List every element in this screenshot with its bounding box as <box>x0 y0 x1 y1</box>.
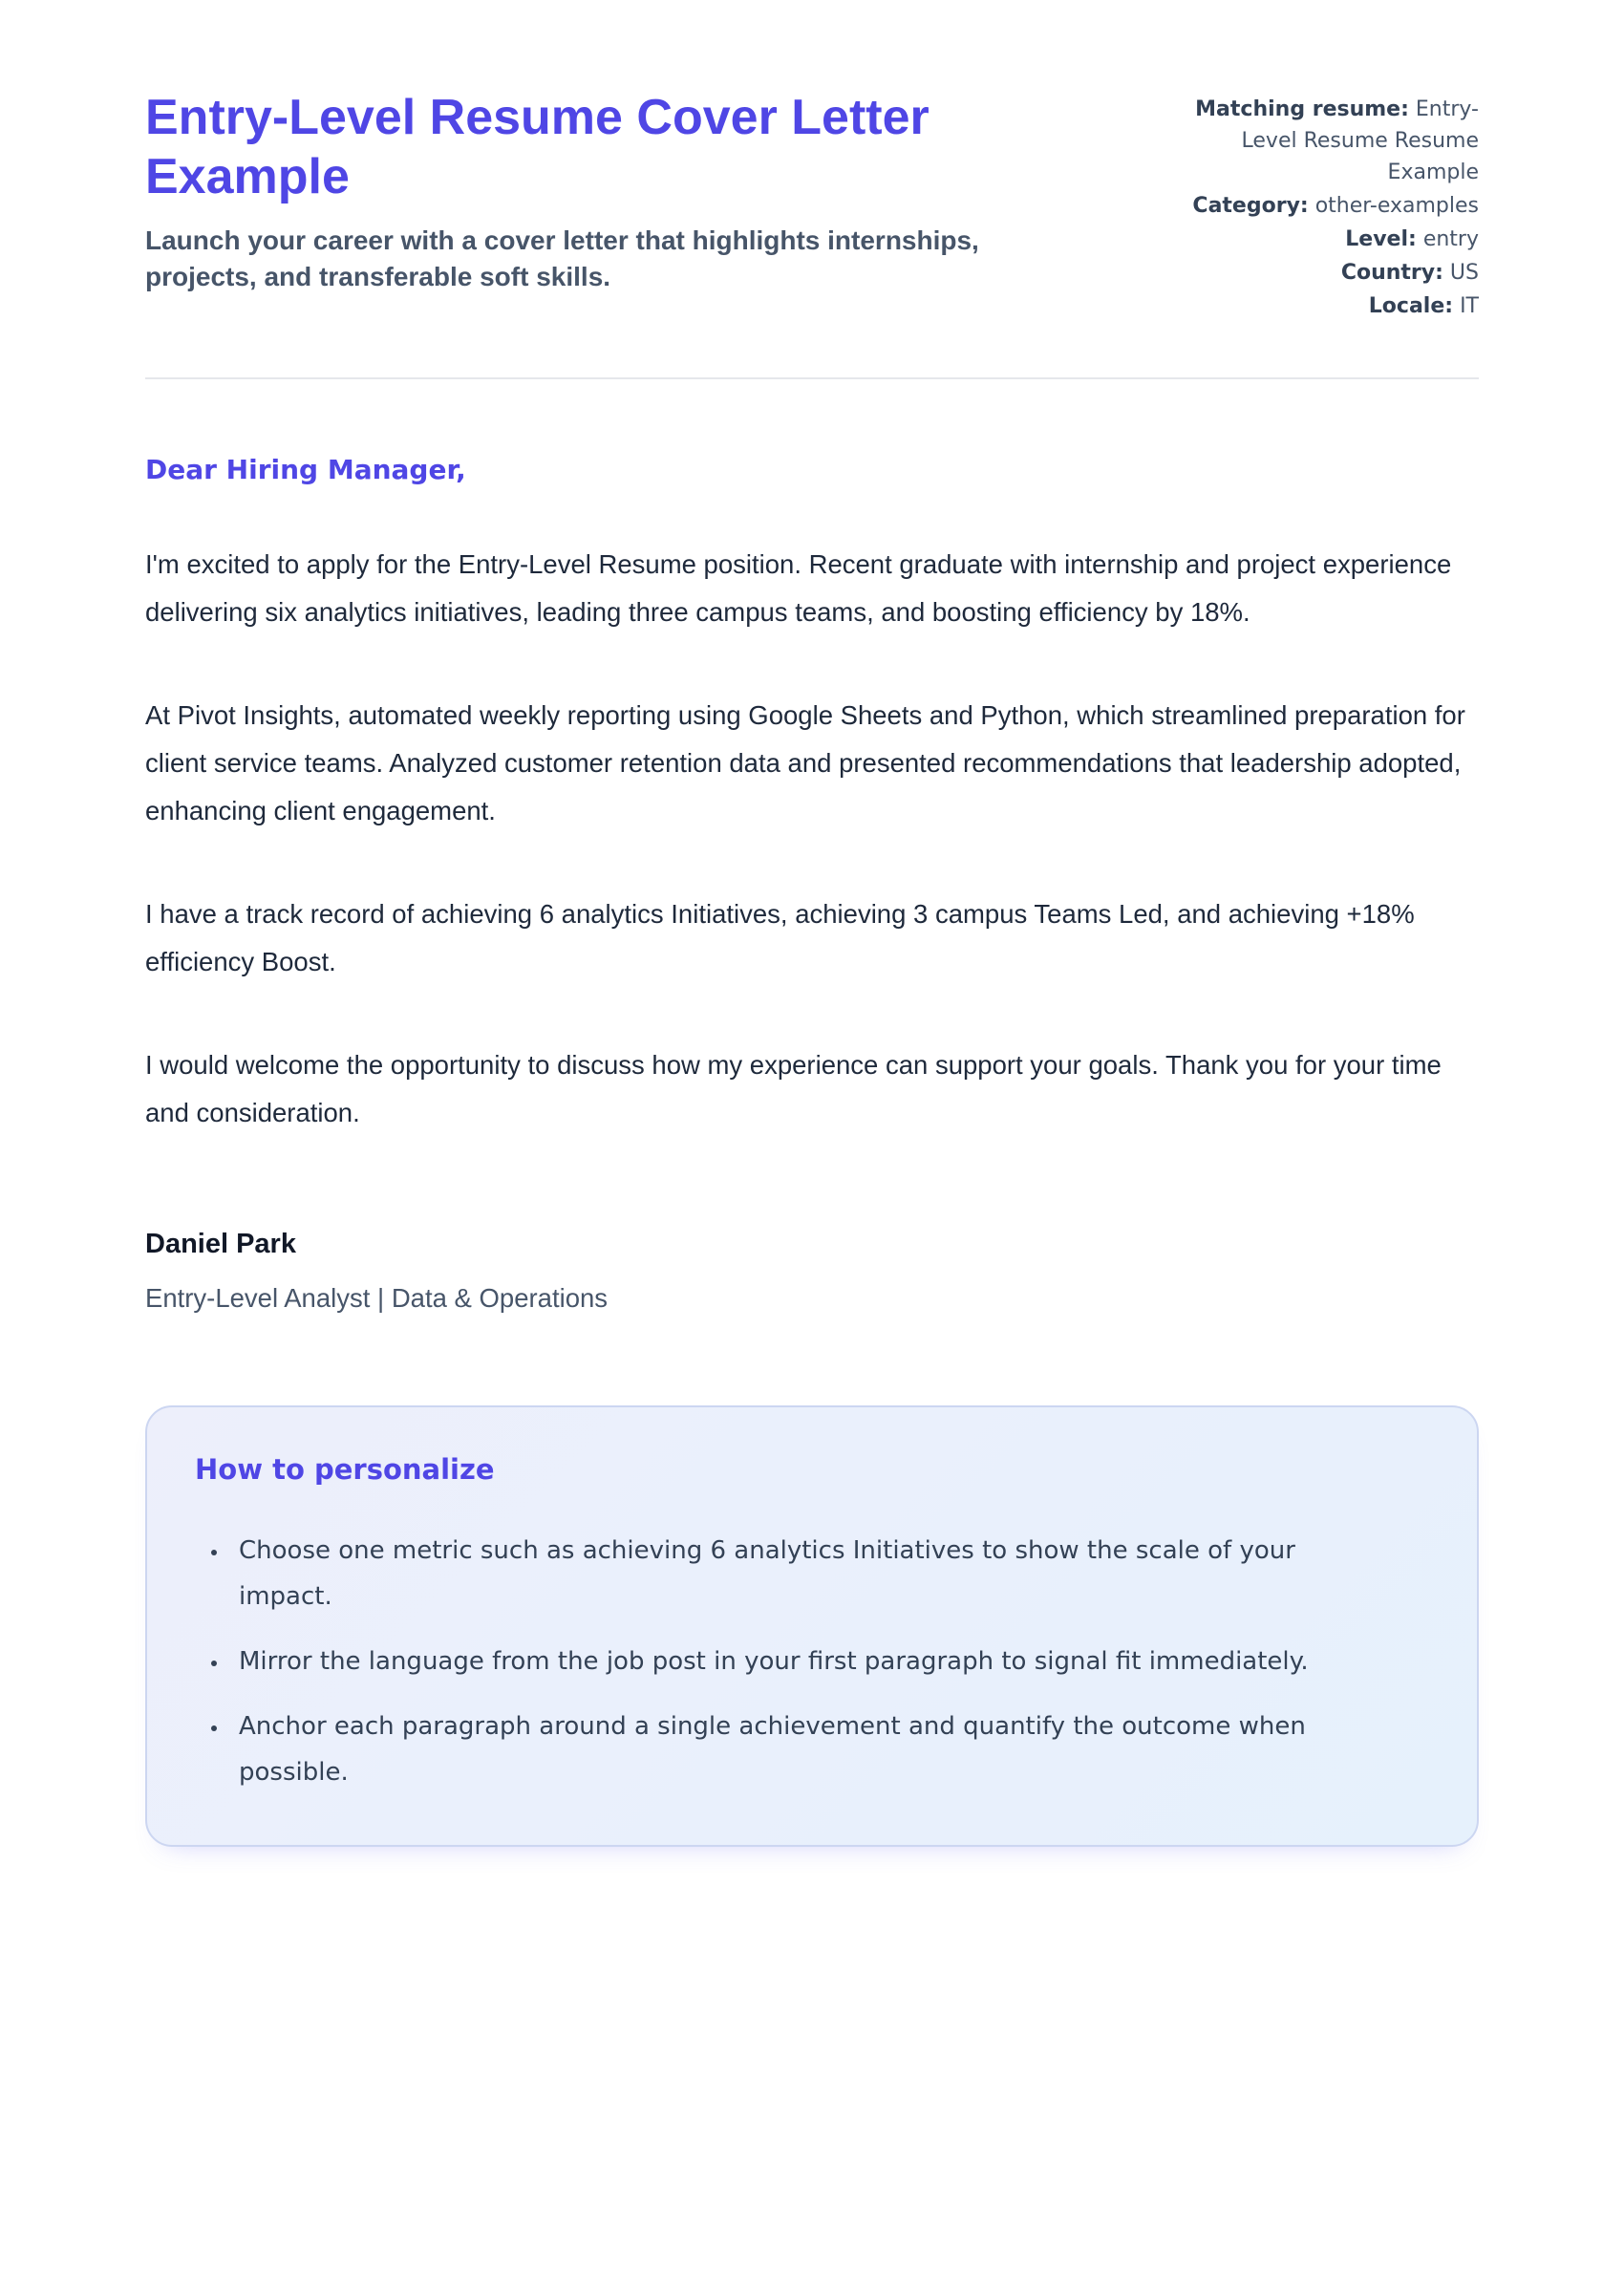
header-divider <box>145 377 1479 379</box>
letter-paragraph-3: I have a track record of achieving 6 analytics Initiatives, achieving 3 campus Teams Led, and achieving +18% efficiency Boost. <box>145 899 1415 976</box>
page-subtitle: Launch your career with a cover letter that highlights internships, projects, and transferable soft skills. <box>145 225 979 291</box>
meta-matching-resume <box>1175 94 1479 188</box>
letter-paragraph-2: At Pivot Insights, automated weekly reporting using Google Sheets and Python, which streamlined preparation for client service teams. Analyzed customer retention data and presented recommendations that leadership adopted, enhancing client engagement. <box>145 700 1465 825</box>
tip-item-3: • Anchor each paragraph around a single achievement and quantify the outcome when possible. <box>229 1704 1395 1795</box>
letter-paragraph-1: I'm excited to apply for the Entry-Level Resume position. Recent graduate with internship and project experience delivering six analytics initiatives, leading three campus teams, and boosting efficiency by 18%. <box>145 549 1452 627</box>
signature-name: Daniel Park <box>145 1229 296 1259</box>
meta-country <box>1175 257 1479 289</box>
letter-salutation: Dear Hiring Manager, <box>145 454 466 485</box>
letter-paragraph-4: I would welcome the opportunity to discuss how my experience can support your goals. Thank you for your time and consideration. <box>145 1050 1442 1127</box>
meta-category-value: other-examples <box>1314 194 1479 218</box>
page-title: Entry-Level Resume Cover Letter Example <box>145 90 930 205</box>
signature-role: Entry-Level Analyst | Data & Operations <box>145 1283 609 1313</box>
page-header <box>145 88 1479 324</box>
meta-level <box>1175 224 1479 255</box>
tip-item-2: • Mirror the language from the job post in your first paragraph to signal fit immediately. <box>229 1639 1395 1684</box>
letter-signature <box>145 1229 1479 1314</box>
metadata-block <box>1175 88 1479 324</box>
meta-locale-value: IT <box>1460 294 1479 318</box>
meta-matching-resume-label: Matching resume: <box>1195 97 1409 121</box>
meta-level-label: Level: <box>1345 227 1417 251</box>
meta-category <box>1175 190 1479 222</box>
meta-country-value: US <box>1449 261 1479 285</box>
how-to-personalize-card <box>145 1405 1479 1847</box>
meta-category-label: Category: <box>1192 194 1309 218</box>
meta-locale-label: Locale: <box>1368 294 1454 318</box>
letter-body <box>145 454 1479 1314</box>
meta-matching-resume-value: Entry-Level Resume Resume Example <box>1241 97 1479 184</box>
meta-locale <box>1175 290 1479 322</box>
header-title-block <box>145 88 1034 295</box>
tips-list <box>195 1528 1429 1795</box>
tip-item-1: • Choose one metric such as achieving 6 analytics Initiatives to show the scale of your impact. <box>229 1528 1395 1619</box>
meta-level-value: entry <box>1422 227 1479 251</box>
meta-country-label: Country: <box>1340 261 1443 285</box>
tips-heading: How to personalize <box>195 1453 495 1486</box>
